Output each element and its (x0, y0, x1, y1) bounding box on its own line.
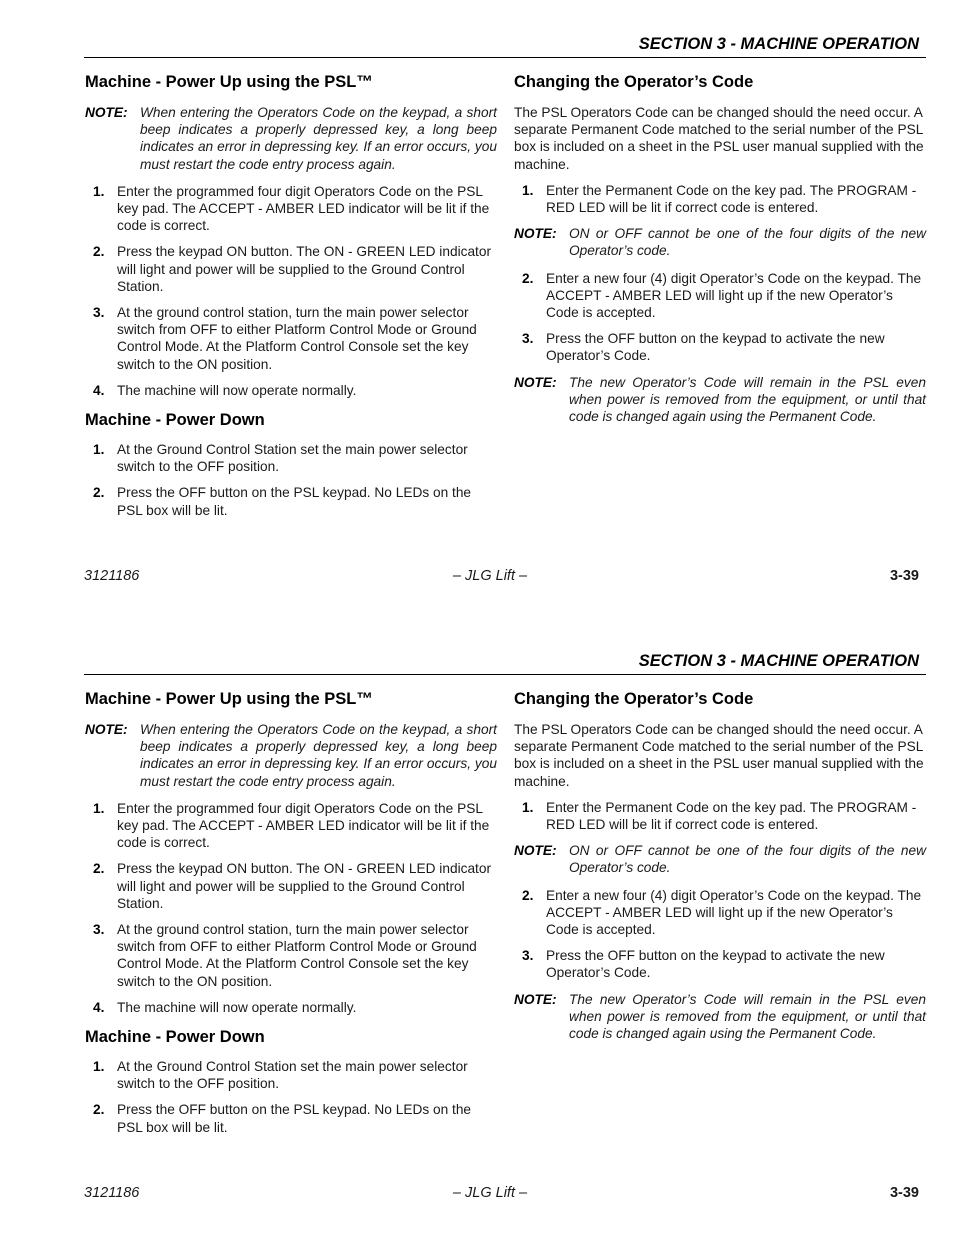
manual-page (0, 617, 954, 1234)
change-code-heading: Changing the Operator’s Code (514, 73, 754, 91)
change-code-steps-a (514, 799, 926, 833)
step-text: Press the keypad ON button. The ON - GREEN LED indicator will light and power will be supplied to the Ground Control Station. (117, 244, 492, 294)
list-item (514, 799, 926, 833)
step-text: Press the OFF button on the PSL keypad. No LEDs on the PSL box will be lit. (117, 1102, 472, 1135)
page-number: 3-39 (889, 1185, 919, 1201)
step-text: The machine will now operate normally. (117, 999, 357, 1015)
power-up-note (85, 104, 497, 173)
change-code-intro: The PSL Operators Code can be changed should the need occur. A separate Permanent Code matched to the serial number of the PSL box is included on a sheet in the PSL user manual supplied with the machine. (514, 105, 924, 172)
change-code-steps-a (514, 182, 926, 216)
left-column (85, 70, 497, 528)
step-text: Press the OFF button on the keypad to activate the new Operator’s Code. (546, 948, 885, 981)
document-number: 3121186 (84, 1185, 140, 1201)
note-label: NOTE: (514, 843, 557, 859)
step-text: Press the OFF button on the keypad to activate the new Operator’s Code. (546, 331, 885, 364)
list-item (85, 243, 497, 295)
section-title: SECTION 3 - MACHINE OPERATION (638, 35, 919, 53)
change-code-intro: The PSL Operators Code can be changed should the need occur. A separate Permanent Code matched to the serial number of the PSL box is included on a sheet in the PSL user manual supplied with the machine. (514, 722, 924, 789)
list-item (514, 182, 926, 216)
note-label: NOTE: (85, 722, 128, 737)
step-text: At the ground control station, turn the main power selector switch from OFF to either Platform Control Mode or Ground Control Mode. At the Platform Control Console set the key switch to the ON position. (117, 922, 477, 989)
left-column (85, 687, 497, 1145)
on-off-note (514, 225, 926, 259)
note-label: NOTE: (514, 226, 557, 242)
power-up-note (85, 721, 497, 790)
step-text: At the Ground Control Station set the main power selector switch to the OFF position. (117, 1059, 468, 1092)
list-item (85, 484, 497, 518)
list-item (514, 947, 926, 981)
code-retention-note (514, 374, 926, 426)
page-footer (84, 1185, 919, 1205)
step-number: 4. (93, 382, 105, 398)
step-text: Enter the Permanent Code on the key pad. The PROGRAM - RED LED will be lit if correct code is entered. (546, 182, 917, 216)
note-text: When entering the Operators Code on the keypad, a short beep indicates a properly depressed key, a long beep indicates an error in depressing key. If an error occurs, you must restart the code entry process again. (140, 105, 497, 172)
list-item (85, 860, 497, 912)
step-text: Press the OFF button on the PSL keypad. No LEDs on the PSL box will be lit. (117, 485, 472, 518)
code-retention-note (514, 991, 926, 1043)
list-item (514, 270, 926, 322)
step-number: 1. (522, 799, 534, 815)
step-number: 1. (93, 442, 105, 458)
note-text: ON or OFF cannot be one of the four digits of the new Operator’s code. (569, 226, 926, 259)
change-code-heading: Changing the Operator’s Code (514, 690, 754, 708)
step-number: 1. (93, 800, 105, 816)
power-down-steps (85, 1058, 497, 1136)
note-text: The new Operator’s Code will remain in the PSL even when power is removed from the equipment, or until that code is changed again using the Permanent Code. (569, 374, 926, 425)
step-text: At the Ground Control Station set the main power selector switch to the OFF position. (117, 442, 468, 475)
step-text: Enter a new four (4) digit Operator’s Code on the keypad. The ACCEPT - AMBER LED will light up if the new Operator’s Code is accepted. (546, 270, 922, 321)
step-text: Enter the programmed four digit Operators Code on the PSL key pad. The ACCEPT - AMBER LED indicator will be lit if the code is correct. (117, 183, 490, 234)
step-number: 2. (93, 1102, 105, 1118)
note-text: ON or OFF cannot be one of the four digits of the new Operator’s code. (569, 843, 926, 876)
step-number: 1. (522, 182, 534, 198)
step-text: The machine will now operate normally. (117, 382, 357, 398)
power-up-heading: Machine - Power Up using the PSL™ (85, 73, 373, 91)
step-number: 2. (93, 244, 105, 260)
step-text: At the ground control station, turn the main power selector switch from OFF to either Platform Control Mode or Ground Control Mode. At the Platform Control Console set the key switch to the ON position. (117, 305, 477, 372)
note-text: When entering the Operators Code on the keypad, a short beep indicates a properly depressed key, a long beep indicates an error in depressing key. If an error occurs, you must restart the code entry process again. (140, 722, 497, 789)
right-column (514, 687, 926, 1052)
step-text: Enter the Permanent Code on the key pad. The PROGRAM - RED LED will be lit if correct code is entered. (546, 799, 917, 833)
note-label: NOTE: (514, 991, 557, 1007)
power-down-steps (85, 441, 497, 519)
list-item (85, 800, 497, 852)
step-number: 1. (93, 1059, 105, 1075)
list-item (85, 304, 497, 373)
step-text: Enter a new four (4) digit Operator’s Code on the keypad. The ACCEPT - AMBER LED will light up if the new Operator’s Code is accepted. (546, 887, 922, 938)
step-number: 2. (522, 270, 534, 286)
step-number: 2. (93, 861, 105, 877)
list-item (85, 999, 497, 1016)
document-number: 3121186 (84, 568, 140, 584)
list-item (85, 1101, 497, 1135)
page-footer (84, 568, 919, 588)
footer-brand: – JLG Lift – (452, 1185, 528, 1201)
on-off-note (514, 842, 926, 876)
power-down-heading: Machine - Power Down (85, 411, 265, 430)
power-up-heading: Machine - Power Up using the PSL™ (85, 690, 373, 708)
power-down-heading: Machine - Power Down (85, 1028, 265, 1047)
page-number: 3-39 (889, 568, 919, 584)
manual-page (0, 0, 954, 617)
step-number: 3. (522, 331, 534, 347)
step-number: 3. (93, 305, 105, 321)
list-item (85, 921, 497, 990)
note-text: The new Operator’s Code will remain in the PSL even when power is removed from the equipment, or until that code is changed again using the Permanent Code. (569, 991, 926, 1042)
power-up-steps (85, 183, 497, 399)
step-text: Enter the programmed four digit Operators Code on the PSL key pad. The ACCEPT - AMBER LED indicator will be lit if the code is correct. (117, 800, 490, 851)
step-number: 1. (93, 183, 105, 199)
list-item (85, 1058, 497, 1092)
step-number: 2. (522, 887, 534, 903)
section-header (84, 650, 926, 675)
list-item (85, 441, 497, 475)
section-header (84, 33, 926, 58)
list-item (514, 330, 926, 364)
power-up-steps (85, 800, 497, 1016)
step-number: 3. (522, 948, 534, 964)
change-code-steps-b (514, 887, 926, 982)
list-item (85, 183, 497, 235)
change-code-steps-b (514, 270, 926, 365)
step-number: 2. (93, 485, 105, 501)
right-column (514, 70, 926, 435)
list-item (514, 887, 926, 939)
footer-brand: – JLG Lift – (452, 568, 528, 584)
section-title: SECTION 3 - MACHINE OPERATION (638, 652, 919, 670)
step-number: 3. (93, 922, 105, 938)
step-number: 4. (93, 999, 105, 1015)
list-item (85, 382, 497, 399)
note-label: NOTE: (514, 374, 557, 390)
note-label: NOTE: (85, 105, 128, 120)
step-text: Press the keypad ON button. The ON - GREEN LED indicator will light and power will be supplied to the Ground Control Station. (117, 861, 492, 911)
